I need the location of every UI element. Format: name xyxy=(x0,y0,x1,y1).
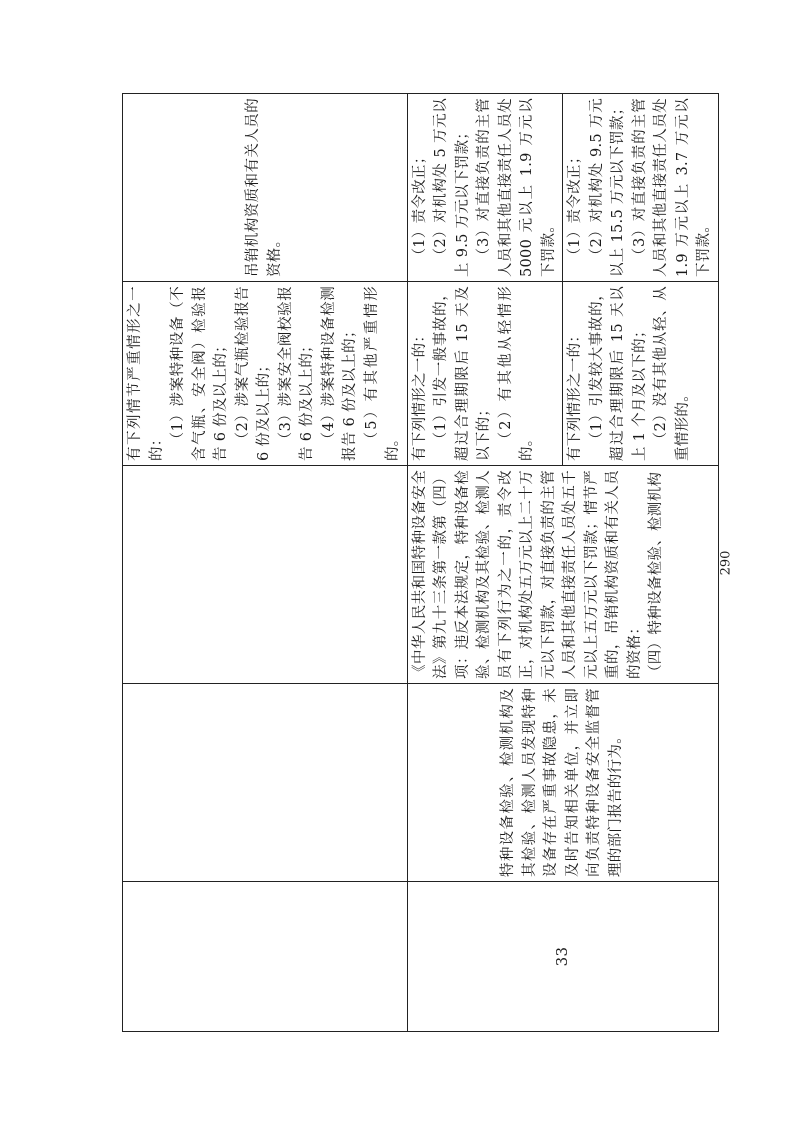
circumstance-cell xyxy=(123,282,408,466)
number-cell xyxy=(407,882,718,1032)
cell-paragraph: （2）对机构处 9.5 万元以上 15.5 万元以下罚款； xyxy=(588,98,626,277)
cell-paragraph: （2）有其他从轻情形的。 xyxy=(497,286,535,461)
cell-paragraph: （1）涉案特种设备（不含气瓶、安全阀）检验报告 6 份及以上的； xyxy=(170,286,229,461)
cell-paragraph: 有下列情形之一的： xyxy=(411,327,428,461)
cell-paragraph: 有下列情节严重情形之一的： xyxy=(127,286,165,461)
cell-paragraph: （1）责令改正； xyxy=(411,149,428,263)
cell-paragraph: （3）涉案安全阀校验报告 6 份及以上的； xyxy=(277,286,315,461)
legal-basis-cell xyxy=(407,466,718,684)
table-row xyxy=(123,94,408,1032)
cell-paragraph: （2）没有其他从轻、从重情形的。 xyxy=(653,286,691,461)
page-number: 290 xyxy=(718,550,734,576)
violation-cell xyxy=(123,684,408,882)
legal-basis-cell xyxy=(123,466,408,684)
cell-paragraph: （2）对机构处 5 万元以上 9.5 万元以下罚款； xyxy=(433,98,471,277)
number-cell xyxy=(123,882,408,1032)
circumstance-cell xyxy=(563,282,719,466)
violation-cell xyxy=(407,684,718,882)
cell-paragraph: （2）涉案气瓶检验报告 6 份及以上的； xyxy=(234,286,272,461)
penalty-cell xyxy=(123,94,408,282)
penalty-table xyxy=(122,93,719,1032)
item-number: 33 xyxy=(552,946,571,967)
cell-paragraph: 吊销机构资质和有关人员的资格。 xyxy=(245,98,283,277)
cell-paragraph: 特种设备检验、检测机构及其检验、检测人员发现特种设备存在严重事故隐患，未及时告知相关单位，并立即向负责特种设备安全监督管理的部门报告的行为。 xyxy=(500,688,624,877)
cell-paragraph: （1）引发较大事故的，超过合理期限后 15 天以上 1 个月及以下的； xyxy=(588,286,648,461)
cell-paragraph: （四）特种设备检验、检测机构 xyxy=(648,471,664,679)
rotated-table-container xyxy=(122,94,712,1032)
cell-paragraph: （5）有其他严重情形的。 xyxy=(363,286,401,461)
circumstance-cell xyxy=(407,282,563,466)
penalty-cell xyxy=(563,94,719,282)
cell-paragraph: 有下列情形之一的： xyxy=(567,327,583,461)
cell-paragraph: （3）对直接负责的主管人员和其他直接责任人员处 1.9 万元以上 3.7 万元以下罚款。 xyxy=(631,98,712,277)
cell-paragraph: 《中华人民共和国特种设备安全法》第九十三条第一款第（四）项：违反本法规定，特种设备检验、检测机构及其检验、检测人员有下列行为之一的，责令改正，对机构处五万元以上二十万元以下罚款，对直接负责的主管人员和其他直接责任人员处五千元以上五万元以下罚款；情节严重的，吊销机构资质和有关人员的资格： xyxy=(411,470,643,679)
cell-paragraph: （1）责令改正； xyxy=(567,149,583,263)
penalty-cell xyxy=(407,94,563,282)
table-row xyxy=(407,94,563,1032)
cell-paragraph: （3）对直接负责的主管人员和其他直接责任人员处 5000 元以上 1.9 万元以下罚款。 xyxy=(476,98,557,277)
cell-paragraph: （4）涉案特种设备检测报告 6 份及以上的； xyxy=(320,286,358,461)
cell-paragraph: （1）引发一般事故的，超过合理期限后 15 天及以下的； xyxy=(433,286,492,461)
